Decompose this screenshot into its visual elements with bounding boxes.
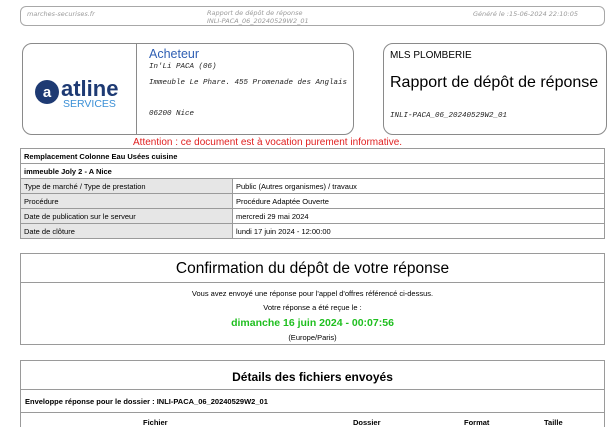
information-notice: Attention : ce document est à vocation purement informative. <box>133 137 403 148</box>
row-label: Procédure <box>21 194 233 209</box>
confirmation-line1: Vous avez envoyé une réponse pour l'appel d'offres référencé ci-dessus. <box>191 289 434 298</box>
table-row <box>21 224 605 239</box>
receipt-timezone: (Europe/Paris) <box>288 333 337 342</box>
buyer-box <box>22 43 354 135</box>
column-header-size: Taille <box>544 418 563 427</box>
confirmation-box <box>20 253 605 345</box>
market-title-row <box>21 164 605 179</box>
column-header-format: Format <box>464 418 490 427</box>
market-info-table <box>20 148 605 239</box>
files-column-headers <box>21 412 604 426</box>
buyer-address: Immeuble Le Phare. 455 Promenade des Anglais <box>149 79 348 87</box>
table-row <box>21 179 605 194</box>
recipient-box <box>383 43 607 135</box>
atline-services-logo <box>33 72 133 112</box>
market-title-line1: Remplacement Colonne Eau Usées cuisine <box>21 149 605 164</box>
report-header-bar <box>20 6 605 26</box>
logo-brand-text: atline <box>61 76 119 101</box>
market-title-row <box>21 149 605 164</box>
envelope-label: Enveloppe réponse pour le dossier : INLI-PACA_06_20240529W2_01 <box>25 397 268 406</box>
column-header-folder: Dossier <box>353 418 381 427</box>
market-title-line2: immeuble Joly 2 - A Nice <box>21 164 605 179</box>
table-row <box>21 194 605 209</box>
files-title: Détails des fichiers envoyés <box>21 361 604 390</box>
header-doc-title: Rapport de dépôt de réponse <box>207 9 303 17</box>
files-box <box>20 360 605 427</box>
generated-timestamp: Généré le :15-06-2024 22:10:05 <box>473 10 578 18</box>
confirmation-line2: Votre réponse a été reçue le : <box>263 303 362 312</box>
buyer-divider <box>136 44 137 134</box>
header-doc-info <box>207 9 309 25</box>
row-value: Public (Autres organismes) / travaux <box>233 179 605 194</box>
site-name: marches-securises.fr <box>27 10 95 18</box>
row-label: Date de publication sur le serveur <box>21 209 233 224</box>
table-row <box>21 209 605 224</box>
report-title: Rapport de dépôt de réponse <box>390 74 599 91</box>
row-value: Procédure Adaptée Ouverte <box>233 194 605 209</box>
buyer-role: Acheteur <box>149 47 200 61</box>
row-value: lundi 17 juin 2024 - 12:00:00 <box>233 224 605 239</box>
row-value: mercredi 29 mai 2024 <box>233 209 605 224</box>
confirmation-title: Confirmation du dépôt de votre réponse <box>21 254 604 283</box>
row-label: Date de clôture <box>21 224 233 239</box>
recipient-company: MLS PLOMBERIE <box>390 50 472 61</box>
receipt-datetime: dimanche 16 juin 2024 - 00:07:56 <box>231 317 394 329</box>
column-header-file: Fichier <box>143 418 168 427</box>
logo-sub-text: SERVICES <box>63 98 116 110</box>
logo-mark: a <box>42 84 52 101</box>
row-label: Type de marché / Type de prestation <box>21 179 233 194</box>
header-doc-ref: INLI-PACA_06_20240529W2_01 <box>207 17 309 25</box>
recipient-ref: INLI-PACA_06_20240529W2_01 <box>390 112 508 120</box>
buyer-city: 06200 Nice <box>149 110 195 118</box>
buyer-name: In'Li PACA (06) <box>149 63 217 71</box>
